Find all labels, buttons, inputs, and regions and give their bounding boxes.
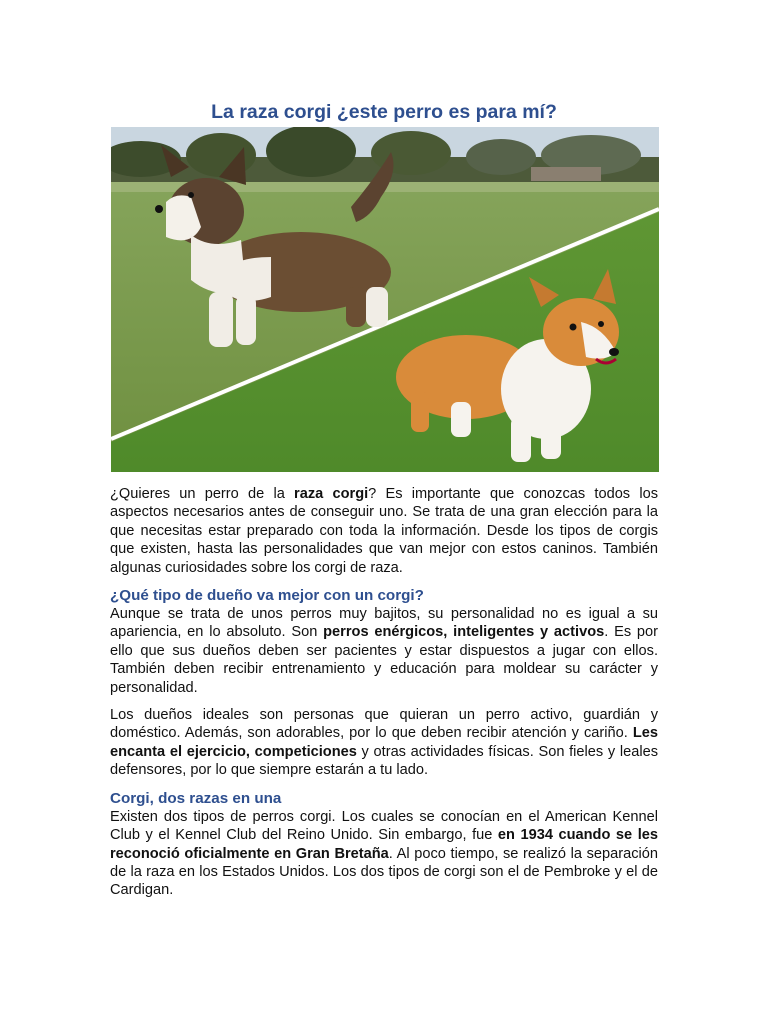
breeds-bold: en 1934 cuando se les reconoció oficialmente en Gran Bretaña — [110, 827, 658, 862]
heading-owner: ¿Qué tipo de dueño va mejor con un corgi? — [110, 587, 424, 605]
intro-text-end: ? Es importante que conozcas todos los aspectos necesarios antes de conseguir uno. Se trata de una gran elección para la que necesitas estar preparado con toda la información. Desde los tipos de corgis que existen, hasta las personalidades que van mejor con estos caninos. También algunas curiosidades sobre los corgi de raza. — [110, 486, 658, 576]
owner-bold: perros enérgicos, inteligentes y activos — [323, 624, 605, 641]
article-body — [110, 485, 658, 909]
breeds-text: Existen dos tipos de perros corgi. Los cuales se conocían en el American Kennel Club y el Kennel Club del Reino Unido. Sin embargo, fue — [110, 808, 658, 844]
owner-paragraph-1 — [110, 605, 658, 697]
ideal-bold: Les encanta el ejercicio, competiciones — [110, 725, 658, 760]
owner-paragraph-2 — [110, 706, 658, 780]
page-title: La raza corgi ¿este perro es para mí? — [211, 101, 557, 123]
breeds-text-end: . Al poco tiempo, se realizó la separación de la raza en los Estados Unidos. Los dos tipos de corgi son el de Pembroke y el de Cardigan. — [110, 845, 658, 899]
heading-breeds: Corgi, dos razas en una — [110, 789, 282, 807]
breeds-paragraph — [110, 808, 658, 900]
owner-text: Aunque se trata de unos perros muy bajitos, su personalidad no es igual a su apariencia, en lo absoluto. Son — [110, 606, 658, 641]
corgi-photo — [111, 127, 659, 472]
owner-text-end: . Es por ello que sus dueños deben ser pacientes y estar dispuestos a jugar con ellos. También deben recibir entrenamiento y educación para moldear su carácter y personalidad. — [110, 624, 658, 696]
intro-bold: raza corgi — [294, 486, 369, 502]
ideal-text: Los dueños ideales son personas que quieran un perro activo, guardián y doméstico. Además, son adorables, por lo que deben recibir atención y cariño. — [110, 707, 658, 742]
intro-text: ¿Quieres un perro de la — [110, 486, 295, 502]
corgi-illustration — [111, 127, 659, 472]
intro-paragraph — [110, 485, 658, 577]
ideal-text-end: y otras actividades físicas. Son fieles y leales defensores, por lo que siempre estarán a tu lado. — [110, 743, 658, 779]
